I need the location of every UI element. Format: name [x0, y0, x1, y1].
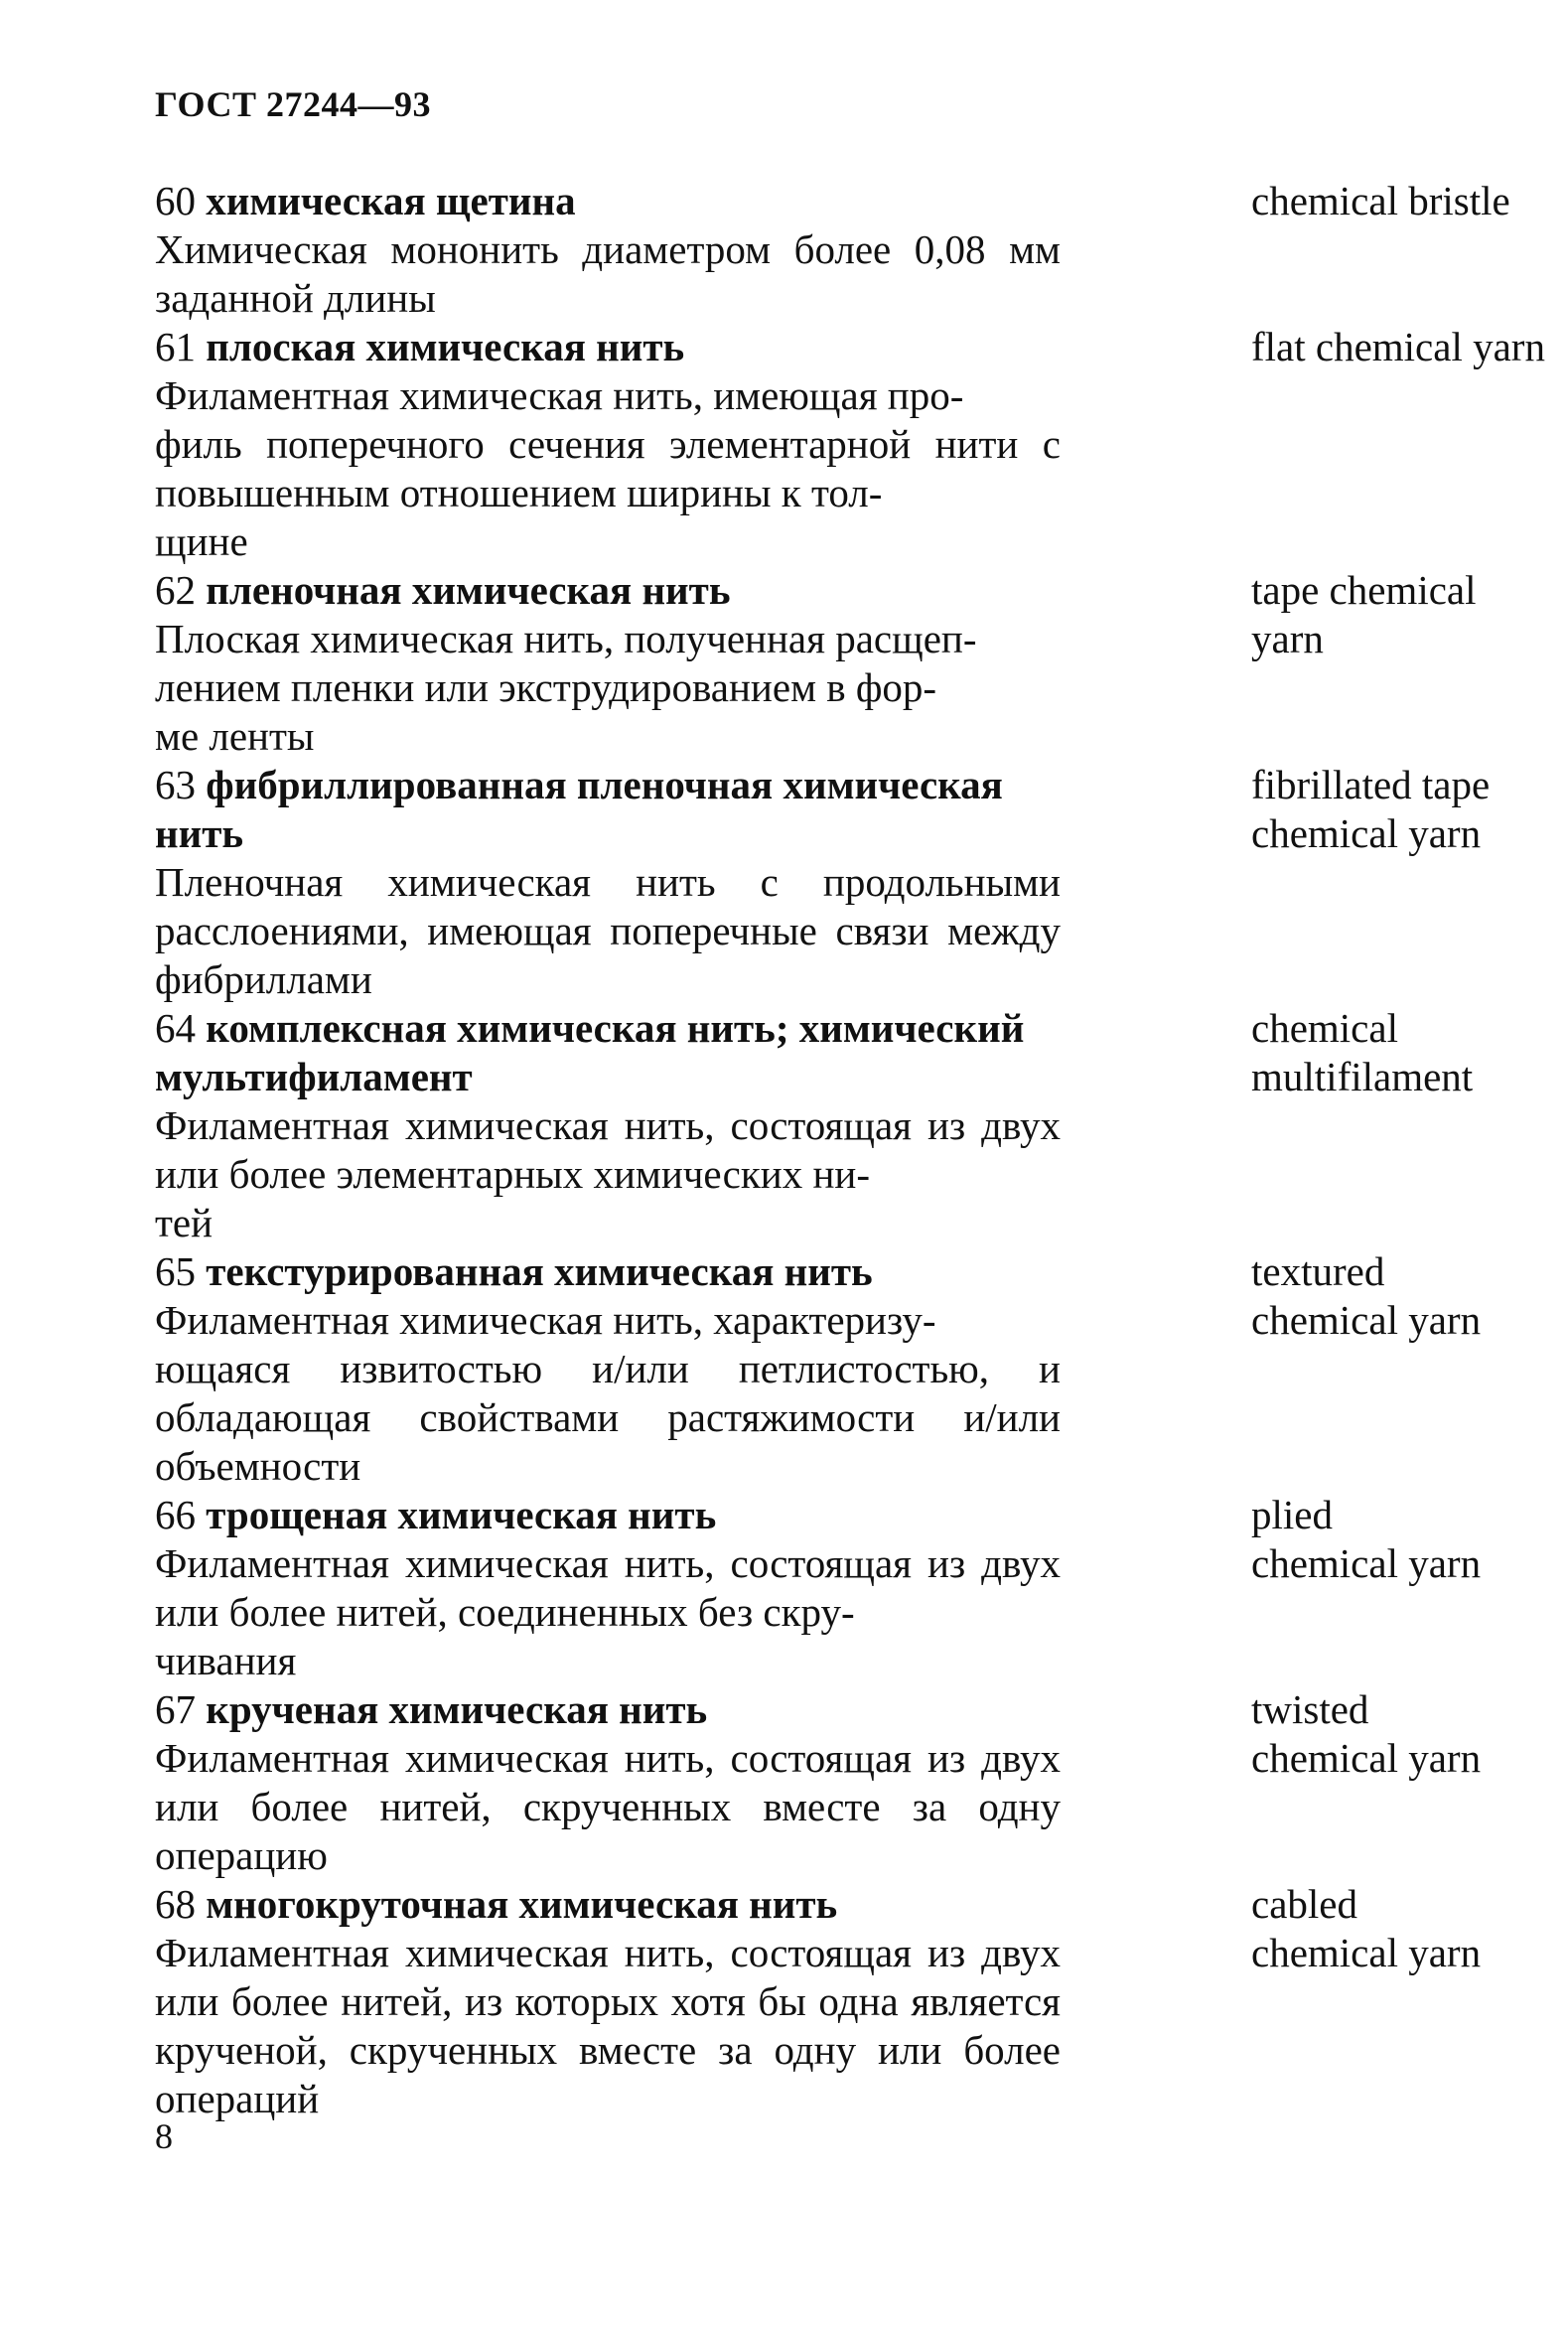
term-definition: Филаментная химическая нить, имеющая про- филь поперечного сечения элементарной нити с повышенным отношением ширины к тол- щине — [155, 372, 1061, 564]
term-title: многокруточная химическая нить — [206, 1881, 838, 1927]
term-definition: Филаментная химическая нить, состоящая из двух или более нитей, из которых хотя бы одна является крученой, скрученных вместе за одну или более операций — [155, 1930, 1061, 2121]
term-definition: Плоская химическая нить, полученная расщеп- лением пленки или экструдированием в фор- ме ленты — [155, 616, 977, 759]
term-entry-64 — [155, 1004, 1545, 1247]
term-definition: Филаментная химическая нить, состоящая из двух или более нитей, соединенных без скру- чивания — [155, 1540, 1061, 1683]
term-english: cabled chemical yarn — [1251, 1881, 1482, 1975]
term-number: 61 — [155, 324, 196, 369]
term-number: 64 — [155, 1005, 196, 1051]
term-english: tape chemical yarn — [1251, 567, 1477, 661]
term-entry-67 — [155, 1685, 1545, 1880]
term-number: 67 — [155, 1686, 196, 1732]
term-number: 63 — [155, 762, 196, 807]
term-number: 60 — [155, 178, 196, 223]
term-english: flat chemical yarn — [1251, 324, 1545, 369]
terms-list — [155, 177, 1545, 2123]
term-definition: Химическая мононить диаметром более 0,08 мм заданной длины — [155, 226, 1061, 321]
term-title: трощеная химическая нить — [206, 1492, 717, 1537]
term-english: twisted chemical yarn — [1251, 1686, 1482, 1781]
term-english: chemical bristle — [1251, 178, 1510, 223]
term-english: plied chemical yarn — [1251, 1492, 1482, 1586]
term-definition: Филаментная химическая нить, характеризу- ющаяся извитостью и/или петлистостью, и обладающая свойствами растяжимости и/или объемности — [155, 1297, 1061, 1489]
term-number: 62 — [155, 567, 196, 613]
term-title: плоская химическая нить — [206, 324, 685, 369]
document-header: ГОСТ 27244—93 — [155, 84, 431, 124]
term-english: textured chemical yarn — [1251, 1248, 1482, 1343]
term-entry-68 — [155, 1880, 1545, 2123]
term-title: пленочная химическая нить — [206, 567, 731, 613]
term-number: 68 — [155, 1881, 196, 1927]
term-title: фибриллированная пленочная химическая нить — [155, 762, 1003, 856]
term-entry-66 — [155, 1491, 1545, 1685]
term-entry-63 — [155, 761, 1545, 1004]
term-english: chemical multifilament — [1251, 1005, 1474, 1099]
term-title: крученая химическая нить — [206, 1686, 708, 1732]
term-title: комплексная химическая нить; химический мультифиламент — [155, 1005, 1025, 1099]
term-number: 66 — [155, 1492, 196, 1537]
term-definition: Филаментная химическая нить, состоящая из двух или более элементарных химических ни- тей — [155, 1102, 1061, 1245]
term-definition: Пленочная химическая нить с продольными расслоениями, имеющая поперечные связи между фибриллами — [155, 859, 1061, 1002]
term-entry-61 — [155, 323, 1545, 566]
term-title: химическая щетина — [206, 178, 576, 223]
term-entry-62 — [155, 566, 1545, 761]
term-english: fibrillated tape chemical yarn — [1251, 762, 1491, 856]
term-entry-65 — [155, 1247, 1545, 1491]
term-entry-60 — [155, 177, 1545, 323]
page-number: 8 — [155, 2116, 173, 2156]
term-number: 65 — [155, 1248, 196, 1294]
term-title: текстурированная химическая нить — [206, 1248, 873, 1294]
term-definition: Филаментная химическая нить, состоящая из двух или более нитей, скрученных вместе за одну операцию — [155, 1735, 1061, 1878]
